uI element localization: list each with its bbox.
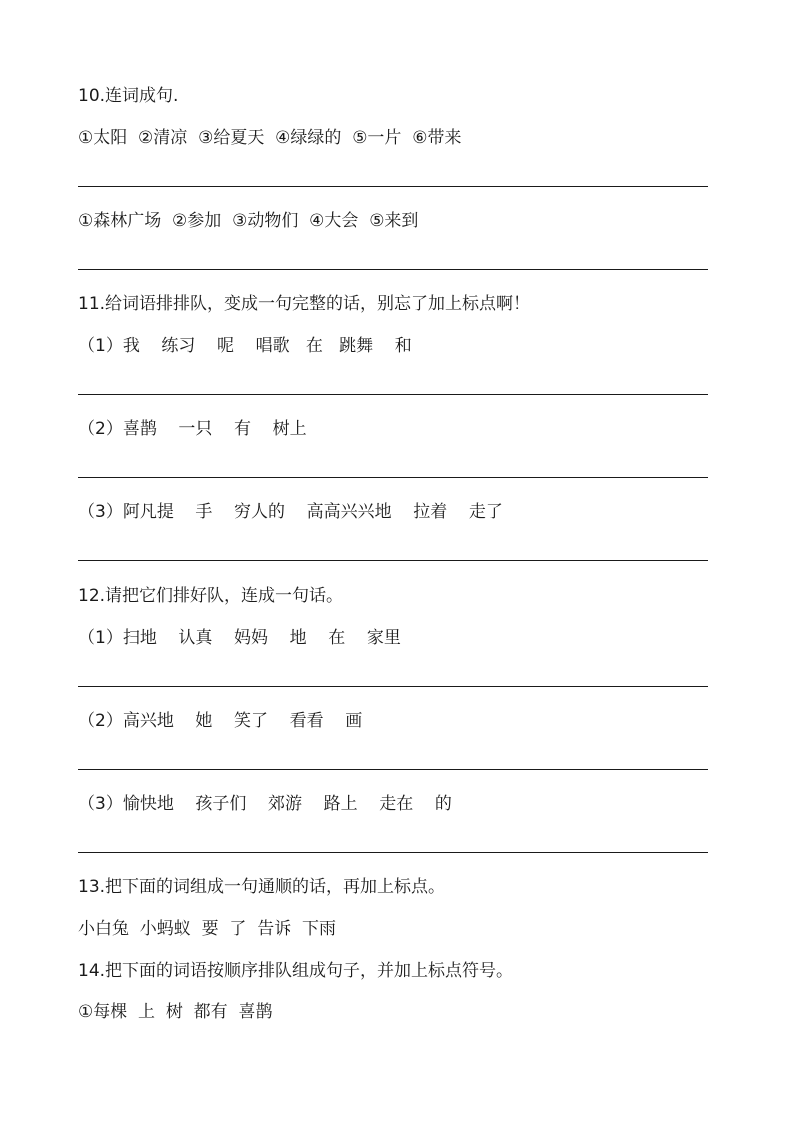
q10-answer-line-1 — [78, 186, 708, 187]
q14-heading: 14.把下面的词语按顺序排队组成句子，并加上标点符号。 — [78, 961, 514, 981]
q12-answer-line-2 — [78, 769, 708, 770]
q14-item-1: ①每棵 上 树 都有 喜鹊 — [78, 1002, 273, 1022]
q11-item-3: （3）阿凡提 手 穷人的 高高兴兴地 拉着 走了 — [78, 502, 503, 522]
q11-answer-line-2 — [78, 477, 708, 478]
q13-words: 小白兔 小蚂蚁 要 了 告诉 下雨 — [78, 919, 337, 939]
q12-item-3: （3）愉快地 孩子们 郊游 路上 走在 的 — [78, 794, 452, 814]
q10-word-group-1: ①太阳 ②清凉 ③给夏天 ④绿绿的 ⑤一片 ⑥带来 — [78, 128, 462, 148]
q10-word-group-2: ①森林广场 ②参加 ③动物们 ④大会 ⑤来到 — [78, 211, 419, 231]
q12-answer-line-1 — [78, 686, 708, 687]
q13-heading: 13.把下面的词组成一句通顺的话，再加上标点。 — [78, 877, 446, 897]
q11-item-2: （2）喜鹊 一只 有 树上 — [78, 419, 307, 439]
q11-heading: 11.给词语排排队，变成一句完整的话，别忘了加上标点啊！ — [78, 294, 531, 314]
q11-item-1: （1）我 练习 呢 唱歌 在 跳舞 和 — [78, 336, 412, 356]
q11-answer-line-1 — [78, 394, 708, 395]
q10-heading: 10.连词成句. — [78, 86, 179, 106]
q10-answer-line-2 — [78, 269, 708, 270]
q12-item-2: （2）高兴地 她 笑了 看看 画 — [78, 711, 363, 731]
q12-answer-line-3 — [78, 852, 708, 853]
q11-answer-line-3 — [78, 560, 708, 561]
q12-heading: 12.请把它们排好队，连成一句话。 — [78, 586, 344, 606]
q12-item-1: （1）扫地 认真 妈妈 地 在 家里 — [78, 628, 401, 648]
